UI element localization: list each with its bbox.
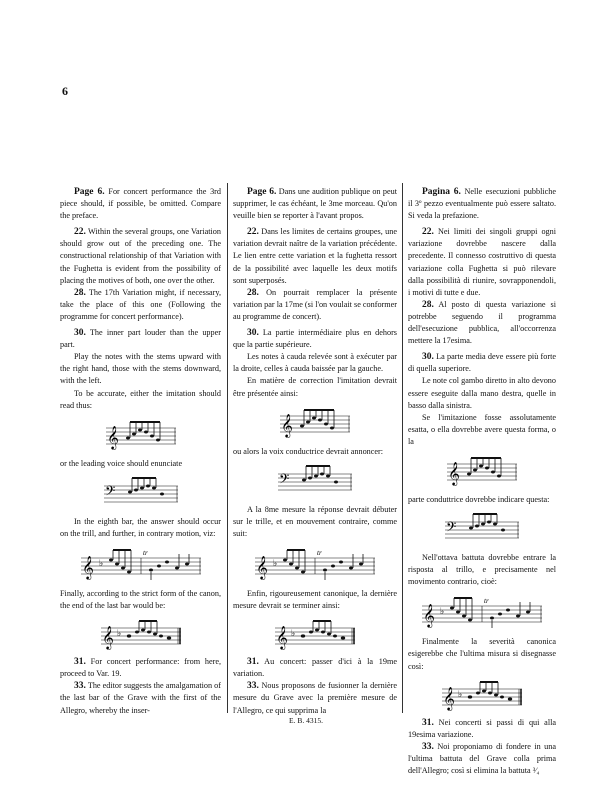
page-number: 6 [62, 84, 68, 98]
music-example [442, 679, 522, 711]
paragraph-30-leading-voice: parte conduttrice dovrebbe indicare questa: [408, 494, 550, 504]
svg-text:tr: tr [484, 597, 489, 606]
svg-text:𝄞: 𝄞 [256, 554, 268, 579]
column-divider [402, 183, 403, 713]
paragraph-31: 31. Au concert: passer d'ici à la 19me variation. [233, 657, 397, 679]
paragraph-30-eighth-bar: Nell'ottava battuta dovrebbe entrare la risposta al trillo, e precisamente nel movimento contrario, cioè: [408, 553, 556, 587]
svg-text:𝄞: 𝄞 [423, 603, 435, 628]
section-number: 33. [247, 681, 259, 692]
paragraph-28: 28. The 17th Variation might, if necessary, take the place of this one (Following the programme for concert performance). [60, 287, 222, 321]
music-example [104, 476, 178, 510]
section-number: Pagina 6. [422, 187, 461, 197]
music-example [275, 618, 355, 650]
paragraph-33: 33. Noi proponiamo di fondere in una l'ultima battuta del Grave colla prima dell'Allegro; così si elimina la battuta ³⁄₄ [408, 741, 556, 775]
paragraph-22: 22. Within the several groups, one Variation should grow out of the preceding one. The constructional relationship of that Variation with the Fughetta is evident from the possibility of placing the motives of both, one over the other. [60, 227, 221, 285]
paragraph-30-leading-voice: ou alors la voix conductrice devrait annoncer: [233, 446, 384, 456]
music-example [447, 454, 517, 488]
svg-text:♭: ♭ [291, 628, 296, 639]
section-number: 28. [74, 287, 86, 298]
section-number: 33. [74, 681, 86, 692]
svg-text:𝄞: 𝄞 [81, 554, 94, 579]
section-number: 28. [422, 299, 434, 310]
svg-text:♭: ♭ [116, 628, 121, 639]
svg-text:𝄢: 𝄢 [104, 482, 115, 502]
paragraph-31: 31. Nei concerti si passi di qui alla 19esima variazione. [408, 717, 557, 739]
svg-text:tr: tr [142, 548, 148, 557]
column-divider [227, 183, 228, 713]
music-example [278, 464, 352, 498]
plate-number: E. B. 4315. [289, 716, 323, 725]
music-example [101, 618, 181, 650]
section-number: Page 6. [247, 187, 277, 197]
music-example [445, 512, 519, 546]
paragraph-30-leading-voice: or the leading voice should enunciate [60, 458, 183, 468]
paragraph-33: 33. The editor suggests the amalgamation of the last bar of the Grave with the first of the Allegro, whereby the inser- [60, 681, 221, 715]
section-number: 22. [422, 227, 434, 238]
svg-text:♭: ♭ [273, 557, 278, 568]
section-number: 30. [74, 328, 86, 339]
english-column [60, 186, 221, 717]
section-number: 31. [74, 657, 86, 668]
svg-text:tr: tr [317, 548, 322, 557]
music-example [280, 406, 350, 440]
paragraph-30: 30. The inner part louder than the upper part. [60, 328, 221, 350]
music-example [255, 546, 375, 582]
section-number: 22. [74, 227, 86, 238]
paragraph-31: 31. For concert performance: from here, proceed to Var. 19. [60, 657, 222, 679]
section-number: 33. [422, 741, 434, 752]
section-number: 22. [247, 227, 259, 238]
paragraph-28: 28. On pourrait remplacer la présente variation par la 17me (si l'on voulait se conformer au programme de concert). [233, 287, 398, 321]
paragraph-30-hands: Les notes à cauda relevée sont à exécuter par la droite, celles à cauda baissée par la gauche. [233, 352, 397, 374]
svg-text:♭: ♭ [98, 557, 103, 568]
paragraph-30: 30. La partie intermédiaire plus en dehors que la partie supérieure. [233, 328, 397, 350]
italian-column [408, 186, 556, 777]
paragraph-30-eighth-bar: In the eighth bar, the answer should occur on the trill, and further, in contrary motion, viz: [60, 516, 221, 538]
svg-text:𝄞: 𝄞 [448, 460, 460, 485]
section-number: 30. [422, 352, 434, 363]
svg-text:𝄞: 𝄞 [443, 685, 455, 710]
svg-text:𝄞: 𝄞 [281, 412, 293, 437]
paragraph-22: 22. Dans les limites de certains groupes, une variation devrait naître de la variation précédente. Le lien entre cette variation et la fughetta ressort de la possibilité avec laquelle les deux motifs sont superposés. [233, 227, 398, 285]
svg-text:♭: ♭ [458, 688, 463, 699]
music-example [106, 418, 176, 452]
paragraph-30-canon: Enfin, rigoureusement canonique, la dernière mesure devrait se terminer ainsi: [233, 588, 397, 611]
french-column [233, 186, 397, 717]
paragraph-page-6: Pagina 6. Nelle esecuzioni pubbliche il 3º pezzo eventualmente può essere saltato. Si veda la prefazione. [408, 187, 556, 221]
paragraph-30-eighth-bar: A la 8me mesure la réponse devrait débuter sur le trille, et en mouvement contraire, comme suit: [233, 504, 397, 538]
section-number: 31. [422, 717, 434, 728]
music-example [81, 546, 201, 582]
section-number: 28. [247, 287, 259, 298]
svg-text:𝄞: 𝄞 [106, 424, 119, 449]
paragraph-22: 22. Nei limiti dei singoli gruppi ogni variazione dovrebbe nascere dalla precedente. Il connesso costruttivo di questa variazione colla Fughetta si può rilevare dalla possibilità di riunire, sovrapponendoli, i motivi di tutte e due. [408, 227, 557, 297]
paragraph-30: 30. La parte media deve essere più forte di quella superiore. [408, 352, 556, 374]
paragraph-30-hands: Le note col gambo diretto in alto devono essere eseguite dalla mano destra, quelle in basso dalla sinistra. [408, 376, 556, 410]
music-example [422, 594, 542, 630]
svg-text:𝄢: 𝄢 [446, 519, 457, 539]
paragraph-30-imitation: En matière de correction l'imitation devrait être présentée ainsi: [233, 376, 397, 398]
paragraph-30-imitation: Se l'imitazione fosse assolutamente esatta, o ella dovrebbe avere questa forma, o la [408, 412, 556, 446]
section-number: 30. [247, 328, 259, 339]
paragraph-30-imitation: To be accurate, either the imitation should read thus: [60, 388, 221, 410]
svg-text:𝄢: 𝄢 [279, 470, 290, 490]
paragraph-30-hands: Play the notes with the stems upward with the right hand, those with the stems downward, with the left. [60, 352, 221, 386]
paragraph-30-canon: Finally, according to the strict form of the canon, the end of the last bar would be: [60, 588, 221, 611]
section-number: Page 6. [74, 187, 105, 197]
section-number: 31. [247, 657, 259, 668]
svg-text:𝄞: 𝄞 [276, 625, 288, 650]
svg-text:𝄞: 𝄞 [101, 625, 114, 650]
paragraph-30-canon: Finalmente la severità canonica esigerebbe che l'ultima misura si disegnasse così: [408, 637, 556, 671]
paragraph-page-6: Page 6. For concert performance the 3rd piece should, if possible, be omitted. Compare the preface. [60, 187, 221, 221]
paragraph-33: 33. Nous proposons de fusionner la dernière mesure du Grave avec la première mesure de l'Allegro, ce qui supprima la [233, 681, 398, 715]
paragraph-28: 28. Al posto di questa variazione si potrebbe seguendo il programma dell'esecuzione pubblica, all'occorrenza mettere la 17esima. [408, 299, 556, 346]
paragraph-page-6: Page 6. Dans une audition publique on peut supprimer, le cas échéant, le 3me morceau. Qu'on veuille bien se reporter à l'avant propos. [233, 187, 397, 221]
svg-text:♭: ♭ [440, 606, 445, 617]
